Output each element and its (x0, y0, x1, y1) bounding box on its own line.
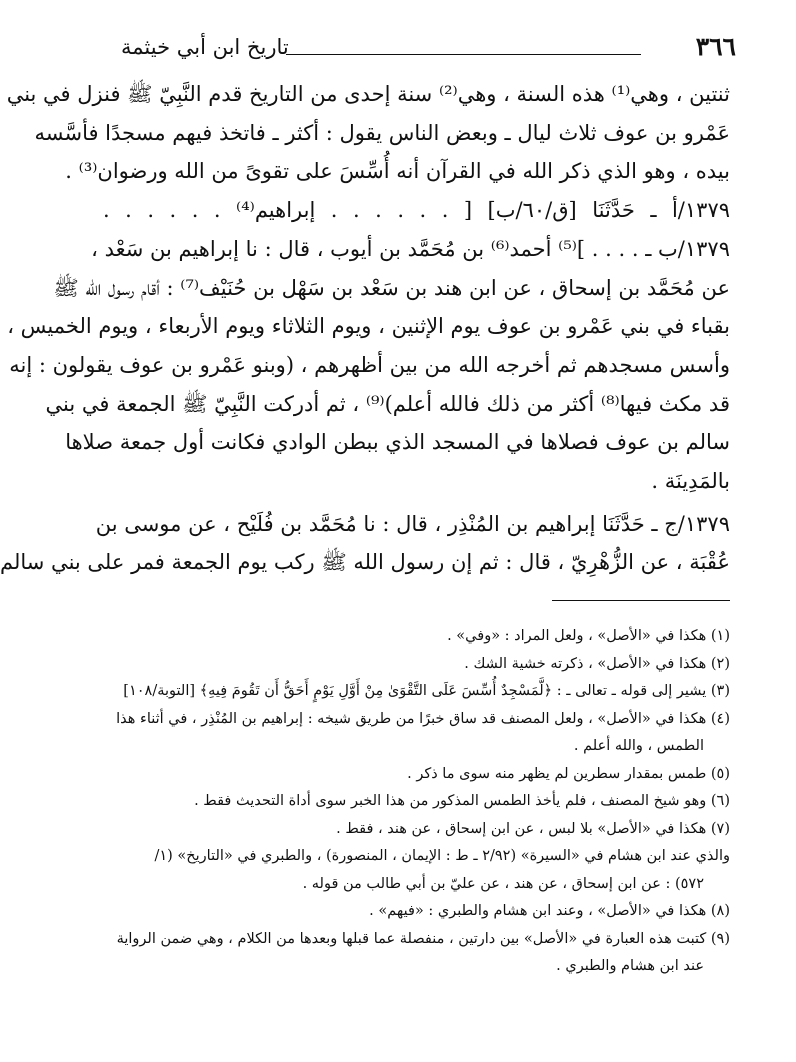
footnote: (٧) هكذا في «الأصل» بلا لبس ، عن ابن إسحاق ، عن هند ، فقط . (336, 820, 730, 837)
text-line: بيده ، وهو الذي ذكر الله في القرآن أنه أُسِّسَ على تقوىً من الله ورضوان⁽³⁾ . (65, 159, 730, 184)
text-line: سالم بن عوف فصلاها في المسجد الذي ببطن الوادي فكانت أول جمعة صلاها (65, 430, 730, 455)
text-line: عن مُحَمَّد بن إسحاق ، عن ابن هند بن سَعْد بن سَهْل بن حُنَيْف⁽⁷⁾ : أقام رسول الله ﷺ (53, 275, 730, 300)
text-line: عَمْرو بن عوف ثلاث ليال ـ وبعض الناس يقول : أكثر ـ فاتخذ فيهم مسجدًا فأسَّسه (34, 120, 730, 145)
text-line: بالمَدِينَة . (651, 469, 730, 494)
footnote: (٦) وهو شيخ المصنف ، فلم يأخذ الطمس المذكور من هذا الخبر سوى أداة التحديث فقط . (194, 793, 730, 809)
footnote-continuation: ٥٧٢) : عن ابن إسحاق ، عن هند ، عن عليّ بن أبي طالب من قوله . (302, 875, 704, 892)
text-line: وأسس مسجدهم ثم أخرجه الله من بين أظهرهم ، (وبنو عَمْرو بن عوف يقولون : إنه (9, 352, 730, 377)
running-header (121, 30, 736, 64)
hadith-heading: ١٣٧٩/ب ـ . . . . ]⁽⁵⁾ أحمد⁽⁶⁾ بن مُحَمَّد بن أيوب ، قال : نا إبراهيم بن سَعْد ، (91, 236, 730, 261)
footnote-continuation: عند ابن هشام والطبري . (556, 958, 704, 974)
book-title: تاريخ ابن أبي خيثمة (121, 35, 289, 59)
footnote: (٩) كتبت هذه العبارة في «الأصل» بين دارتين ، منفصلة عما قبلها وبعدها من الكلام ، وهي ضمن الرواية (116, 930, 730, 947)
footnote: (٥) طمس بمقدار سطرين لم يظهر منه سوى ما ذكر . (407, 765, 730, 782)
footnote-continuation: والذي عند ابن هشام في «السيرة» (٢/٩٢ ـ ط : الإيمان ، المنصورة) ، والطبري في «التاريخ» (١/ (154, 848, 730, 864)
footnote-continuation: الطمس ، والله أعلم . (573, 738, 704, 754)
text-line: عُقْبَة ، عن الزُّهْرِيّ ، قال : ثم إن رسول الله ﷺ ركب يوم الجمعة فمر على بني سالم (0, 550, 730, 575)
hadith-heading: ١٣٧٩/ج ـ حَدَّثَنَا إبراهيم بن المُنْذِر ، قال : نا مُحَمَّد بن فُلَيْح ، عن موسى بن (95, 511, 730, 536)
footnotes (103, 623, 730, 981)
footnote: (٤) هكذا في «الأصل» ، ولعل المصنف قد ساق خبرًا من طريق شيخه : إبراهيم بن المُنْذِر ، في أثناء هذا (116, 710, 730, 727)
main-text (0, 75, 731, 582)
text-line: قد مكث فيها⁽⁸⁾ أكثر من ذلك فالله أعلم)⁽⁹⁾ ، ثم أدركت النَّبِيّ ﷺ الجمعة في بني (45, 391, 730, 416)
hadith-heading: ١٣٧٩/أ ـ حَدَّثَنَا [ق/٦٠/ب] [ . . . . . . إبراهيم⁽⁴⁾ . . . . . . (103, 198, 731, 223)
footnote: (٣) يشير إلى قوله ـ تعالى ـ : ﴿لَّمَسْجِدٌ أُسِّسَ عَلَى التَّقْوَىٰ مِنْ أَوَّلِ يَوْمٍ أَحَقُّ أَن تَقُومَ فِيهِ﴾ [التوبة/١٠٨] (123, 683, 730, 699)
footnote: (١) هكذا في «الأصل» ، ولعل المراد : «وفي» . (447, 628, 730, 644)
text-line: بقباء في بني عَمْرو بن عوف يوم الإثنين ، ويوم الثلاثاء ويوم الأربعاء ، ويوم الخميس ، (7, 314, 730, 339)
text-line: ثنتين ، وهي⁽¹⁾ هذه السنة ، وهي⁽²⁾ سنة إحدى من التاريخ قدم النَّبِيّ ﷺ فنزل في بني (6, 82, 730, 106)
footnote-separator (552, 600, 730, 601)
footnote: (٢) هكذا في «الأصل» ، ذكرته خشية الشك . (464, 655, 730, 672)
footnote: (٨) هكذا في «الأصل» ، وعند ابن هشام والطبري : «فيهم» . (369, 903, 730, 919)
header-rule (286, 54, 641, 55)
page-number: ٣٦٦ (695, 32, 736, 61)
